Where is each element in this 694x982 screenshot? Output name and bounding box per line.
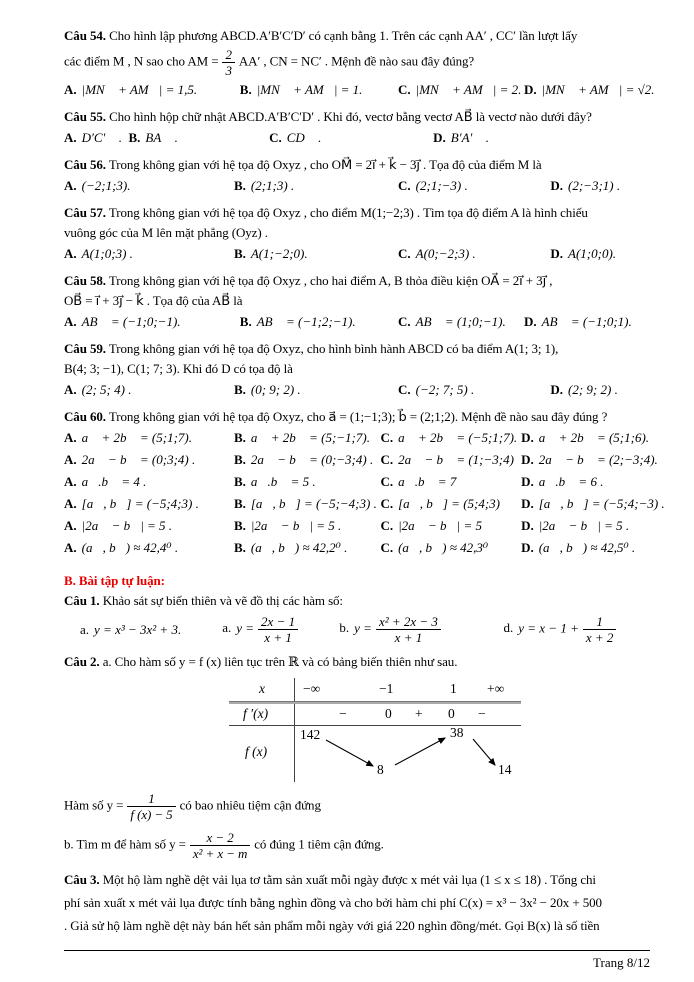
option-label: B. <box>233 518 246 533</box>
option-text: (−2; 7; 5) . <box>415 382 475 397</box>
option-text: (2;1;3) . <box>250 178 295 193</box>
q54-line-1 <box>64 26 650 46</box>
option-label: A. <box>64 130 77 145</box>
option-label: A. <box>64 82 77 97</box>
q59-opt-d <box>550 379 650 401</box>
option-label: B. <box>233 246 246 261</box>
fraction-denominator: x + 1 <box>376 629 441 645</box>
part-label: b. <box>339 620 350 636</box>
q55-number: Câu 55. <box>64 109 106 124</box>
q60-r6-opt-c <box>380 537 521 559</box>
q55-opt-d <box>433 127 650 149</box>
q55-text-1: Cho hình hộp chữ nhật ABCD.A′B′C′D′ . Khi đó, vectơ bằng vectơ AB⃗ là vectơ nào dưới đây? <box>109 109 592 124</box>
option-text: a⃗ + 2b⃗ = (5;1;7). <box>81 430 192 445</box>
q60-r2-opt-b <box>234 449 381 471</box>
q54-opt-b <box>240 79 398 101</box>
q59-line-2 <box>64 359 650 379</box>
fraction <box>127 791 175 822</box>
option-text: D′C′⃗ . <box>81 130 122 145</box>
option-label: A. <box>64 474 77 489</box>
fraction-denominator: x + 1 <box>258 629 298 645</box>
bbt-x-value: +∞ <box>487 681 505 696</box>
bbt-sign: − <box>339 706 347 721</box>
fraction-denominator: 3 <box>222 62 234 78</box>
q59-opt-b <box>234 379 398 401</box>
option-label: D. <box>433 130 446 145</box>
option-text: (−2;1;3). <box>81 178 131 193</box>
option-text: a⃗.b⃗ = 4 . <box>81 474 147 489</box>
option-label: D. <box>521 474 534 489</box>
option-label: D. <box>550 178 564 193</box>
q58-line-1 <box>64 271 650 291</box>
q58-number: Câu 58. <box>64 273 106 288</box>
option-text: 2a⃗ − b⃗ = (0;3;4) . <box>81 452 196 467</box>
q60-r1-opt-a <box>64 427 234 449</box>
q60-r4-opt-d <box>521 493 665 515</box>
c3-text-1: Một hộ làm nghề dệt vải lụa tơ tằm sản xuất mỗi ngày được x mét vải lụa (1 ≤ x ≤ 18) . Tổng chi <box>102 872 596 887</box>
option-label: C. <box>380 518 394 533</box>
q57-opt-c <box>398 243 550 265</box>
option-text: |2a⃗ − b⃗| = 5 . <box>538 518 630 533</box>
c1-number: Câu 1. <box>64 593 100 608</box>
q54-options-row <box>64 79 655 101</box>
option-text: AB⃗ = (−1;0;1). <box>541 314 632 329</box>
bbt-f-value: 14 <box>498 762 512 777</box>
table-rule-1 <box>229 701 521 704</box>
q57-opt-a <box>64 243 234 265</box>
q60-r3-opt-b <box>234 471 381 493</box>
q55-opt-b <box>128 127 269 149</box>
q57-options-row <box>64 243 650 265</box>
option-label: A. <box>64 540 77 555</box>
c1-part-b <box>339 613 503 646</box>
q60-r5-opt-a <box>64 515 234 537</box>
q58-opt-b <box>240 311 398 333</box>
variation-table <box>229 678 521 784</box>
q57-number: Câu 57. <box>64 205 106 220</box>
q60-r4-opt-b <box>234 493 381 515</box>
option-text: (a⃗, b⃗) ≈ 42,3⁰ <box>398 540 489 555</box>
option-text: (2;1;−3) . <box>415 178 468 193</box>
q56-opt-a <box>64 175 234 197</box>
q60-options-row-4 <box>64 493 665 515</box>
bbt-sign: + <box>415 706 423 721</box>
q58-text-2: OB⃗ = i⃗ + 3j⃗ − k⃗ . Tọa độ của AB⃗ là <box>64 293 243 308</box>
option-label: A. <box>64 496 77 511</box>
q57-opt-d <box>550 243 650 265</box>
option-text: |MN⃗ + AM⃗| = 1,5. <box>81 82 198 97</box>
option-label: D. <box>550 382 564 397</box>
option-text: 2a⃗ − b⃗ = (0;−3;4) . <box>250 452 374 467</box>
c3-line-3 <box>64 914 650 937</box>
option-text: (a⃗, b⃗) ≈ 42,5⁰ . <box>538 540 636 555</box>
option-label: C. <box>380 452 394 467</box>
q59-opt-a <box>64 379 234 401</box>
fraction-numerator: x − 2 <box>206 830 234 845</box>
q56-opt-b <box>234 175 398 197</box>
option-label: C. <box>398 178 411 193</box>
option-text: (a⃗, b⃗) ≈ 42,4⁰ . <box>81 540 179 555</box>
q57-text-1: Trong không gian với hệ tọa độ Oxyz , cho điểm M(1;−2;3) . Tìm tọa độ điểm A là hình chiếu <box>108 205 588 220</box>
q54-opt-d <box>524 79 655 101</box>
option-text: B′A′⃗ . <box>450 130 489 145</box>
fraction <box>583 614 617 645</box>
option-label: D. <box>521 452 534 467</box>
option-label: B. <box>233 474 246 489</box>
q60-r2-opt-a <box>64 449 234 471</box>
option-label: A. <box>64 430 77 445</box>
q60-options-row-1 <box>64 427 650 449</box>
option-label: B. <box>233 452 246 467</box>
option-label: A. <box>64 178 77 193</box>
option-text: |2a⃗ − b⃗| = 5 <box>398 518 482 533</box>
c3-text-2: phí sản xuất x mét vải lụa được tính bằng nghìn đồng và cho bởi hàm chi phí C(x) = x³ − 3x² − 20x + 500 <box>64 895 602 910</box>
q54-line-2 <box>64 46 650 79</box>
q59-number: Câu 59. <box>64 341 106 356</box>
option-label: C. <box>398 246 411 261</box>
q54-number: Câu 54. <box>64 28 106 43</box>
bbt-sign: 0 <box>385 706 392 721</box>
q58-opt-d <box>524 311 650 333</box>
q56-number: Câu 56. <box>64 157 106 172</box>
q60-r3-opt-c <box>380 471 521 493</box>
option-label: D. <box>521 430 534 445</box>
variation-arrows <box>229 678 521 784</box>
q60-options-row-3 <box>64 471 650 493</box>
option-label: B. <box>233 496 246 511</box>
q57-line-2 <box>64 223 650 243</box>
q55-opt-a <box>64 127 128 149</box>
option-label: B. <box>128 130 141 145</box>
q54-text-1: Cho hình lập phương ABCD.A′B′C′D′ có cạnh bằng 1. Trên các cạnh AA′ , CC′ lần lượt lấy <box>109 28 578 43</box>
bbt-f-value: 142 <box>300 727 321 742</box>
option-label: C. <box>380 496 394 511</box>
q55-opt-c <box>269 127 433 149</box>
option-text: (a⃗, b⃗) ≈ 42,2⁰ . <box>250 540 348 555</box>
part-formula: y = x − 1 + <box>518 620 579 636</box>
part-formula: y = <box>354 620 372 636</box>
option-label: B. <box>239 314 252 329</box>
option-label: D. <box>521 518 534 533</box>
option-label: D. <box>521 496 534 511</box>
q60-r1-opt-d <box>521 427 650 449</box>
bbt-x-value: 1 <box>450 681 457 696</box>
bbt-f-value: 38 <box>450 725 464 740</box>
option-text: [a⃗, b⃗] = (−5;4;−3) . <box>538 496 665 511</box>
q60-options-row-5 <box>64 515 650 537</box>
c2-b-pre: b. Tìm m để hàm số y = <box>64 836 186 852</box>
option-label: A. <box>64 452 77 467</box>
option-text: A(1;0;0). <box>568 246 617 261</box>
q58-opt-a <box>64 311 240 333</box>
fraction <box>190 830 250 861</box>
c3-line-2 <box>64 891 650 914</box>
c2-after-post: có bao nhiêu tiệm cận đứng <box>179 797 321 813</box>
fraction-numerator: 2x − 1 <box>261 614 296 629</box>
q60-options-row-6 <box>64 537 650 559</box>
q56-text-1: Trong không gian với hệ tọa độ Oxyz , cho OM⃗ = 2i⃗ + k⃗ − 3j⃗ . Tọa độ của điểm M là <box>108 157 542 172</box>
q60-r2-opt-c <box>380 449 521 471</box>
c1-part-a1 <box>64 622 222 638</box>
q60-r6-opt-d <box>521 537 650 559</box>
fraction <box>376 614 441 645</box>
q60-line-1 <box>64 407 650 427</box>
option-text: AB⃗ = (−1;2;−1). <box>256 314 356 329</box>
option-text: (0; 9; 2) . <box>250 382 301 397</box>
fraction-denominator: f (x) − 5 <box>127 806 175 822</box>
option-text: [a⃗, b⃗] = (5;4;3) <box>398 496 501 511</box>
option-label: B. <box>233 430 246 445</box>
bbt-x-value: −1 <box>379 681 394 696</box>
q56-opt-c <box>398 175 550 197</box>
option-text: 2a⃗ − b⃗ = (1;−3;4) <box>398 452 514 467</box>
q58-opt-c <box>398 311 524 333</box>
option-text: |MN⃗ + AM⃗| = 2. <box>415 82 522 97</box>
c3-number: Câu 3. <box>64 872 100 887</box>
fraction-denominator: x + 2 <box>583 629 617 645</box>
q60-r1-opt-b <box>234 427 381 449</box>
option-label: C. <box>380 430 394 445</box>
q59-text-2: B(4; 3; −1), C(1; 7; 3). Khi đó D có tọa độ là <box>64 361 293 376</box>
c2-after-pre: Hàm số y = <box>64 797 124 813</box>
fraction-numerator: 1 <box>148 791 155 806</box>
q58-line-2 <box>64 291 650 311</box>
option-label: C. <box>269 130 282 145</box>
q58-text-1: Trong không gian với hệ tọa độ Oxyz , cho hai điểm A, B thỏa điều kiện OA⃗ = 2i⃗ + 3j⃗ , <box>108 273 553 288</box>
bbt-sign: − <box>478 706 486 721</box>
bbt-f-value: 8 <box>377 762 384 777</box>
c2-line-1 <box>64 652 650 672</box>
option-text: A(1;0;3) . <box>81 246 133 261</box>
option-label: A. <box>64 314 77 329</box>
c1-text-1: Khảo sát sự biến thiên và vẽ đồ thị các hàm số: <box>102 593 343 608</box>
option-text: A(1;−2;0). <box>250 246 308 261</box>
option-label: A. <box>64 518 77 533</box>
q60-r3-opt-d <box>521 471 650 493</box>
q60-options-row-2 <box>64 449 658 471</box>
q59-text-1: Trong không gian với hệ tọa độ Oxyz, cho hình bình hành ABCD có ba điểm A(1; 3; 1), <box>108 341 559 356</box>
option-label: D. <box>524 314 537 329</box>
page-number: Trang 8/12 <box>593 955 650 970</box>
option-text: (2; 5; 4) . <box>81 382 132 397</box>
option-label: C. <box>398 82 411 97</box>
q54-text-2b: AA′ , CN = NC′ . Mệnh đề nào sau đây đúng? <box>238 53 475 69</box>
q60-r4-opt-a <box>64 493 234 515</box>
option-label: D. <box>550 246 564 261</box>
option-text: |MN⃗ + AM⃗| = √2. <box>541 82 655 97</box>
option-label: C. <box>398 314 411 329</box>
q56-options-row <box>64 175 650 197</box>
q59-line-1 <box>64 339 650 359</box>
q55-options-row <box>64 127 650 149</box>
q54-opt-c <box>398 79 524 101</box>
option-text: a⃗ + 2b⃗ = (5;1;6). <box>538 430 650 445</box>
table-rule-2 <box>229 725 521 726</box>
option-label: B. <box>233 540 246 555</box>
option-text: (2;−3;1) . <box>568 178 621 193</box>
q55-line-1 <box>64 107 650 127</box>
q56-opt-d <box>550 175 650 197</box>
q60-r5-opt-b <box>234 515 381 537</box>
fraction-numerator: 2 <box>225 47 232 62</box>
option-label: D. <box>524 82 537 97</box>
section-b-heading: B. Bài tập tự luận: <box>64 573 165 588</box>
q60-r6-opt-b <box>234 537 381 559</box>
bbt-x-value: −∞ <box>303 681 321 696</box>
c2-b-post: có đúng 1 tiêm cận đứng. <box>254 836 384 852</box>
option-label: B. <box>233 178 246 193</box>
q59-opt-c <box>398 379 550 401</box>
option-label: D. <box>521 540 534 555</box>
option-text: a⃗.b⃗ = 6 . <box>538 474 604 489</box>
bbt-header-x: x <box>259 681 265 696</box>
option-text: [a⃗, b⃗] = (−5;−4;3) . <box>250 496 377 511</box>
q56-line-1 <box>64 155 650 175</box>
option-label: B. <box>233 382 246 397</box>
fraction-numerator: 1 <box>596 614 603 629</box>
part-label: a. <box>222 620 232 636</box>
c2-text-1: a. Cho hàm số y = f (x) liên tục trên ℝ và có bảng biến thiên như sau. <box>102 654 458 669</box>
q60-r3-opt-a <box>64 471 234 493</box>
fraction-denominator: x² + x − m <box>190 845 250 861</box>
option-text: a⃗.b⃗ = 5 . <box>250 474 316 489</box>
q60-r6-opt-a <box>64 537 234 559</box>
c1-part-a2 <box>222 613 339 646</box>
fraction-numerator: x² + 2x − 3 <box>378 614 438 629</box>
c3-text-3: . Giả sử hộ làm nghề dệt này bán hết sản phẩm mỗi ngày với giá 220 nghìn đồng/mét. Gọi B(x) là số tiền <box>64 918 600 933</box>
c1-parts-row <box>64 613 650 646</box>
option-text: A(0;−2;3) . <box>415 246 476 261</box>
q57-line-1 <box>64 203 650 223</box>
c1-part-d <box>503 613 650 646</box>
part-formula: y = x³ − 3x² + 3. <box>94 621 182 637</box>
option-text: CD⃗ . <box>286 130 322 145</box>
option-label: B. <box>239 82 252 97</box>
page-footer <box>64 950 650 972</box>
option-text: a⃗.b⃗ = 7 <box>398 474 457 489</box>
option-text: AB⃗ = (−1;0;−1). <box>81 314 181 329</box>
option-label: C. <box>398 382 411 397</box>
q60-r1-opt-c <box>380 427 521 449</box>
c2-asymptote-line <box>64 790 650 823</box>
bbt-header-fprime: f ′(x) <box>243 706 269 721</box>
option-label: C. <box>380 540 394 555</box>
option-text: a⃗ + 2b⃗ = (−5;1;7). <box>398 430 518 445</box>
q54-opt-a <box>64 79 240 101</box>
option-label: C. <box>380 474 394 489</box>
q58-options-row <box>64 311 650 333</box>
option-text: BA⃗ . <box>145 130 178 145</box>
option-text: [a⃗, b⃗] = (−5;4;3) . <box>81 496 199 511</box>
q57-text-2: vuông góc của M lên mặt phẳng (Oyz) . <box>64 225 268 240</box>
fraction <box>222 47 234 78</box>
option-text: 2a⃗ − b⃗ = (2;−3;4). <box>538 452 658 467</box>
q57-opt-b <box>234 243 398 265</box>
c1-line-1 <box>64 591 650 611</box>
option-label: A. <box>64 246 77 261</box>
q60-r5-opt-c <box>380 515 521 537</box>
option-text: |2a⃗ − b⃗| = 5 . <box>250 518 342 533</box>
option-text: a⃗ + 2b⃗ = (5;−1;7). <box>250 430 370 445</box>
fraction <box>258 614 298 645</box>
option-text: |MN⃗ + AM⃗| = 1. <box>256 82 363 97</box>
q60-r2-opt-d <box>521 449 658 471</box>
part-formula: y = <box>236 620 255 636</box>
part-label: a. <box>80 621 90 637</box>
q54-text-2a: các điểm M , N sao cho AM = <box>64 53 219 69</box>
bbt-sign: 0 <box>448 706 455 721</box>
c2-part-b-line <box>64 829 650 862</box>
c3-line-1 <box>64 868 650 891</box>
q60-r5-opt-d <box>521 515 650 537</box>
q59-options-row <box>64 379 650 401</box>
part-label: d. <box>503 620 514 636</box>
option-text: (2; 9; 2) . <box>568 382 618 397</box>
option-text: |2a⃗ − b⃗| = 5 . <box>81 518 173 533</box>
option-text: AB⃗ = (1;0;−1). <box>415 314 506 329</box>
q60-text-1: Trong không gian với hệ tọa độ Oxyz, cho a⃗ = (1;−1;3); b⃗ = (2;1;2). Mệnh đề nào sau đây đúng ? <box>108 409 608 424</box>
option-label: A. <box>64 382 77 397</box>
q60-r4-opt-c <box>380 493 521 515</box>
c2-number: Câu 2. <box>64 654 100 669</box>
table-divider <box>294 678 295 782</box>
bbt-header-f: f (x) <box>245 744 268 759</box>
q60-number: Câu 60. <box>64 409 106 424</box>
